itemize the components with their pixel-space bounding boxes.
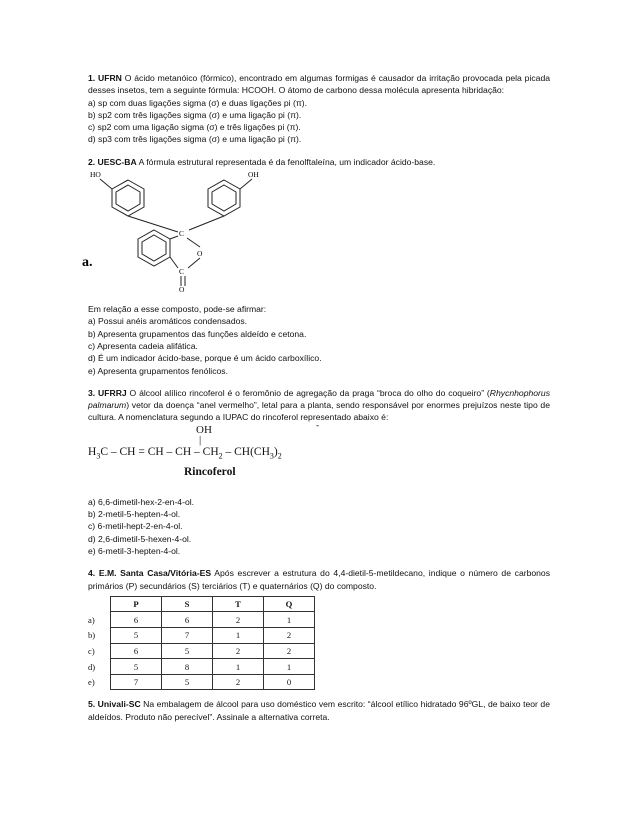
formula-bond: | <box>199 433 202 446</box>
question-1-text: O ácido metanóico (fórmico), encontrado em algumas formigas é causador da irritação provocada pela picada desses insetos, tem a seguinte fórmula: HCOOH. O átomo de carbono dessa molécula apresenta hibridação: <box>88 73 550 96</box>
question-5-text: Na embalagem de álcool para uso doméstico vem escrito: “álcool etílico hidratado 96ºGL, de baixo teor de aldeídos. Produto não perecível”. Assinale a alternativa correta. <box>88 699 550 722</box>
header-q: Q <box>264 596 315 612</box>
cell-q: 2 <box>264 628 315 644</box>
question-5-source: 5. Univali-SC <box>88 699 141 710</box>
table-row <box>88 643 315 659</box>
question-2-source: 2. UESC-BA <box>88 156 137 167</box>
q2-option-e: e) Apresenta grupamentos fenólicos. <box>88 365 228 376</box>
q2-option-d: d) É um indicador ácido-base, porque é um ácido carboxílico. <box>88 353 322 364</box>
rincoferol-formula <box>88 419 550 488</box>
q1-option-b: b) sp2 com três ligações sigma (σ) e uma ligação pi (π). <box>88 109 302 120</box>
row-label: c) <box>88 645 95 656</box>
q1-option-a: a) sp com duas ligações sigma (σ) e duas ligações pi (π). <box>88 97 308 108</box>
ring-oxygen-label: O <box>197 249 203 259</box>
oh-label: OH <box>248 170 259 180</box>
table-row <box>88 612 315 628</box>
cell-t: 1 <box>213 659 264 675</box>
table-row <box>88 628 315 644</box>
cell-q: 1 <box>264 659 315 675</box>
q2-option-b: b) Apresenta grupamentos das funções aldeído e cetona. <box>88 328 307 339</box>
question-2-text: A fórmula estrutural representada é da fenolftaleína, um indicador ácido-base. <box>136 156 436 167</box>
row-label: e) <box>88 677 95 688</box>
table-row <box>88 674 315 690</box>
question-3-text-b: ) vetor da doença “anel vermelho”, letal para a planta, sendo responsável por enormes prejuízos neste tipo de cultura. A nomenclatura segundo a IUPAC do rincoferol representado abaixo é: <box>88 400 550 423</box>
cell-t: 2 <box>213 674 264 690</box>
q2-option-c: c) Apresenta cadeia alifática. <box>88 340 198 351</box>
question-3 <box>88 387 550 424</box>
phenolphthalein-svg <box>82 168 288 295</box>
q3-option-e: e) 6-metil-3-hepten-4-ol. <box>88 545 181 556</box>
header-t: T <box>213 596 264 612</box>
cell-p: 6 <box>111 643 162 659</box>
answer-table <box>88 596 315 691</box>
question-3-species: Rhycnhophorus palmarum <box>88 387 550 411</box>
row-label: d) <box>88 661 96 672</box>
cell-s: 7 <box>162 628 213 644</box>
cell-p: 7 <box>111 674 162 690</box>
formula-name: Rincoferol <box>184 465 236 478</box>
row-label: a) <box>88 614 95 625</box>
header-p: P <box>111 596 162 612</box>
q3-option-a: a) 6,6-dimetil-hex-2-en-4-ol. <box>88 496 195 507</box>
formula-tick: - <box>316 419 319 430</box>
stray-caption: a. <box>82 255 93 271</box>
q2-option-a: a) Possui anéis aromáticos condensados. <box>88 316 248 327</box>
formula-main: $H_3C$ – CH = CH – CH – $CH_2 - CH(CH_3)_2$ <box>88 445 282 461</box>
carbonyl-oxygen-label: O <box>179 285 185 295</box>
cell-t: 2 <box>213 643 264 659</box>
q3-option-b: b) 2-metil-5-hepten-4-ol. <box>88 509 181 520</box>
q1-option-c: c) sp2 com uma ligação sigma (σ) e três ligações pi (π). <box>88 122 301 133</box>
cell-t: 1 <box>213 628 264 644</box>
q3-option-c: c) 6-metil-hept-2-en-4-ol. <box>88 521 183 532</box>
cell-p: 6 <box>111 612 162 628</box>
answer-table-header <box>88 596 315 612</box>
cell-s: 5 <box>162 643 213 659</box>
document-page <box>82 72 551 723</box>
cell-p: 5 <box>111 659 162 675</box>
ho-label: HO <box>90 170 101 180</box>
header-s: S <box>162 596 213 612</box>
question-2 <box>88 156 550 168</box>
phenolphthalein-structure <box>82 168 550 297</box>
cell-s: 5 <box>162 674 213 690</box>
carbonyl-carbon-label: C <box>179 267 185 277</box>
q1-option-d: d) sp3 com três ligações sigma (σ) e uma ligação pi (π). <box>88 134 302 145</box>
cell-s: 8 <box>162 659 213 675</box>
cell-q: 1 <box>264 612 315 628</box>
cell-q: 0 <box>264 674 315 690</box>
cell-t: 2 <box>213 612 264 628</box>
question-4 <box>88 567 550 592</box>
question-1 <box>88 72 550 97</box>
cell-p: 5 <box>111 628 162 644</box>
question-3-text-a: O álcool alílico rincoferol é o feromônio de agregação da praga “broca do olho do coqueiro” ( <box>126 387 490 398</box>
central-carbon-label: C <box>179 229 185 239</box>
question-3-source: 3. UFRRJ <box>88 387 127 398</box>
formula-oh: OH <box>196 423 212 436</box>
table-row <box>88 659 315 675</box>
question-5 <box>88 698 550 723</box>
cell-s: 6 <box>162 612 213 628</box>
q3-option-d: d) 2,6-dimetil-5-hexen-4-ol. <box>88 533 192 544</box>
cell-q: 2 <box>264 643 315 659</box>
question-4-source: 4. E.M. Santa Casa/Vitória-ES <box>88 568 212 579</box>
q2-prompt: Em relação a esse composto, pode-se afirmar: <box>88 304 267 315</box>
row-label: b) <box>88 630 96 641</box>
question-1-source: 1. UFRN <box>88 73 122 83</box>
question-4-text: Após escrever a estrutura do 4,4-dietil-5-metildecano, indique o número de carbonos primários (P) secundários (S) terciários (T) e quaternários (Q) do composto. <box>88 568 551 591</box>
